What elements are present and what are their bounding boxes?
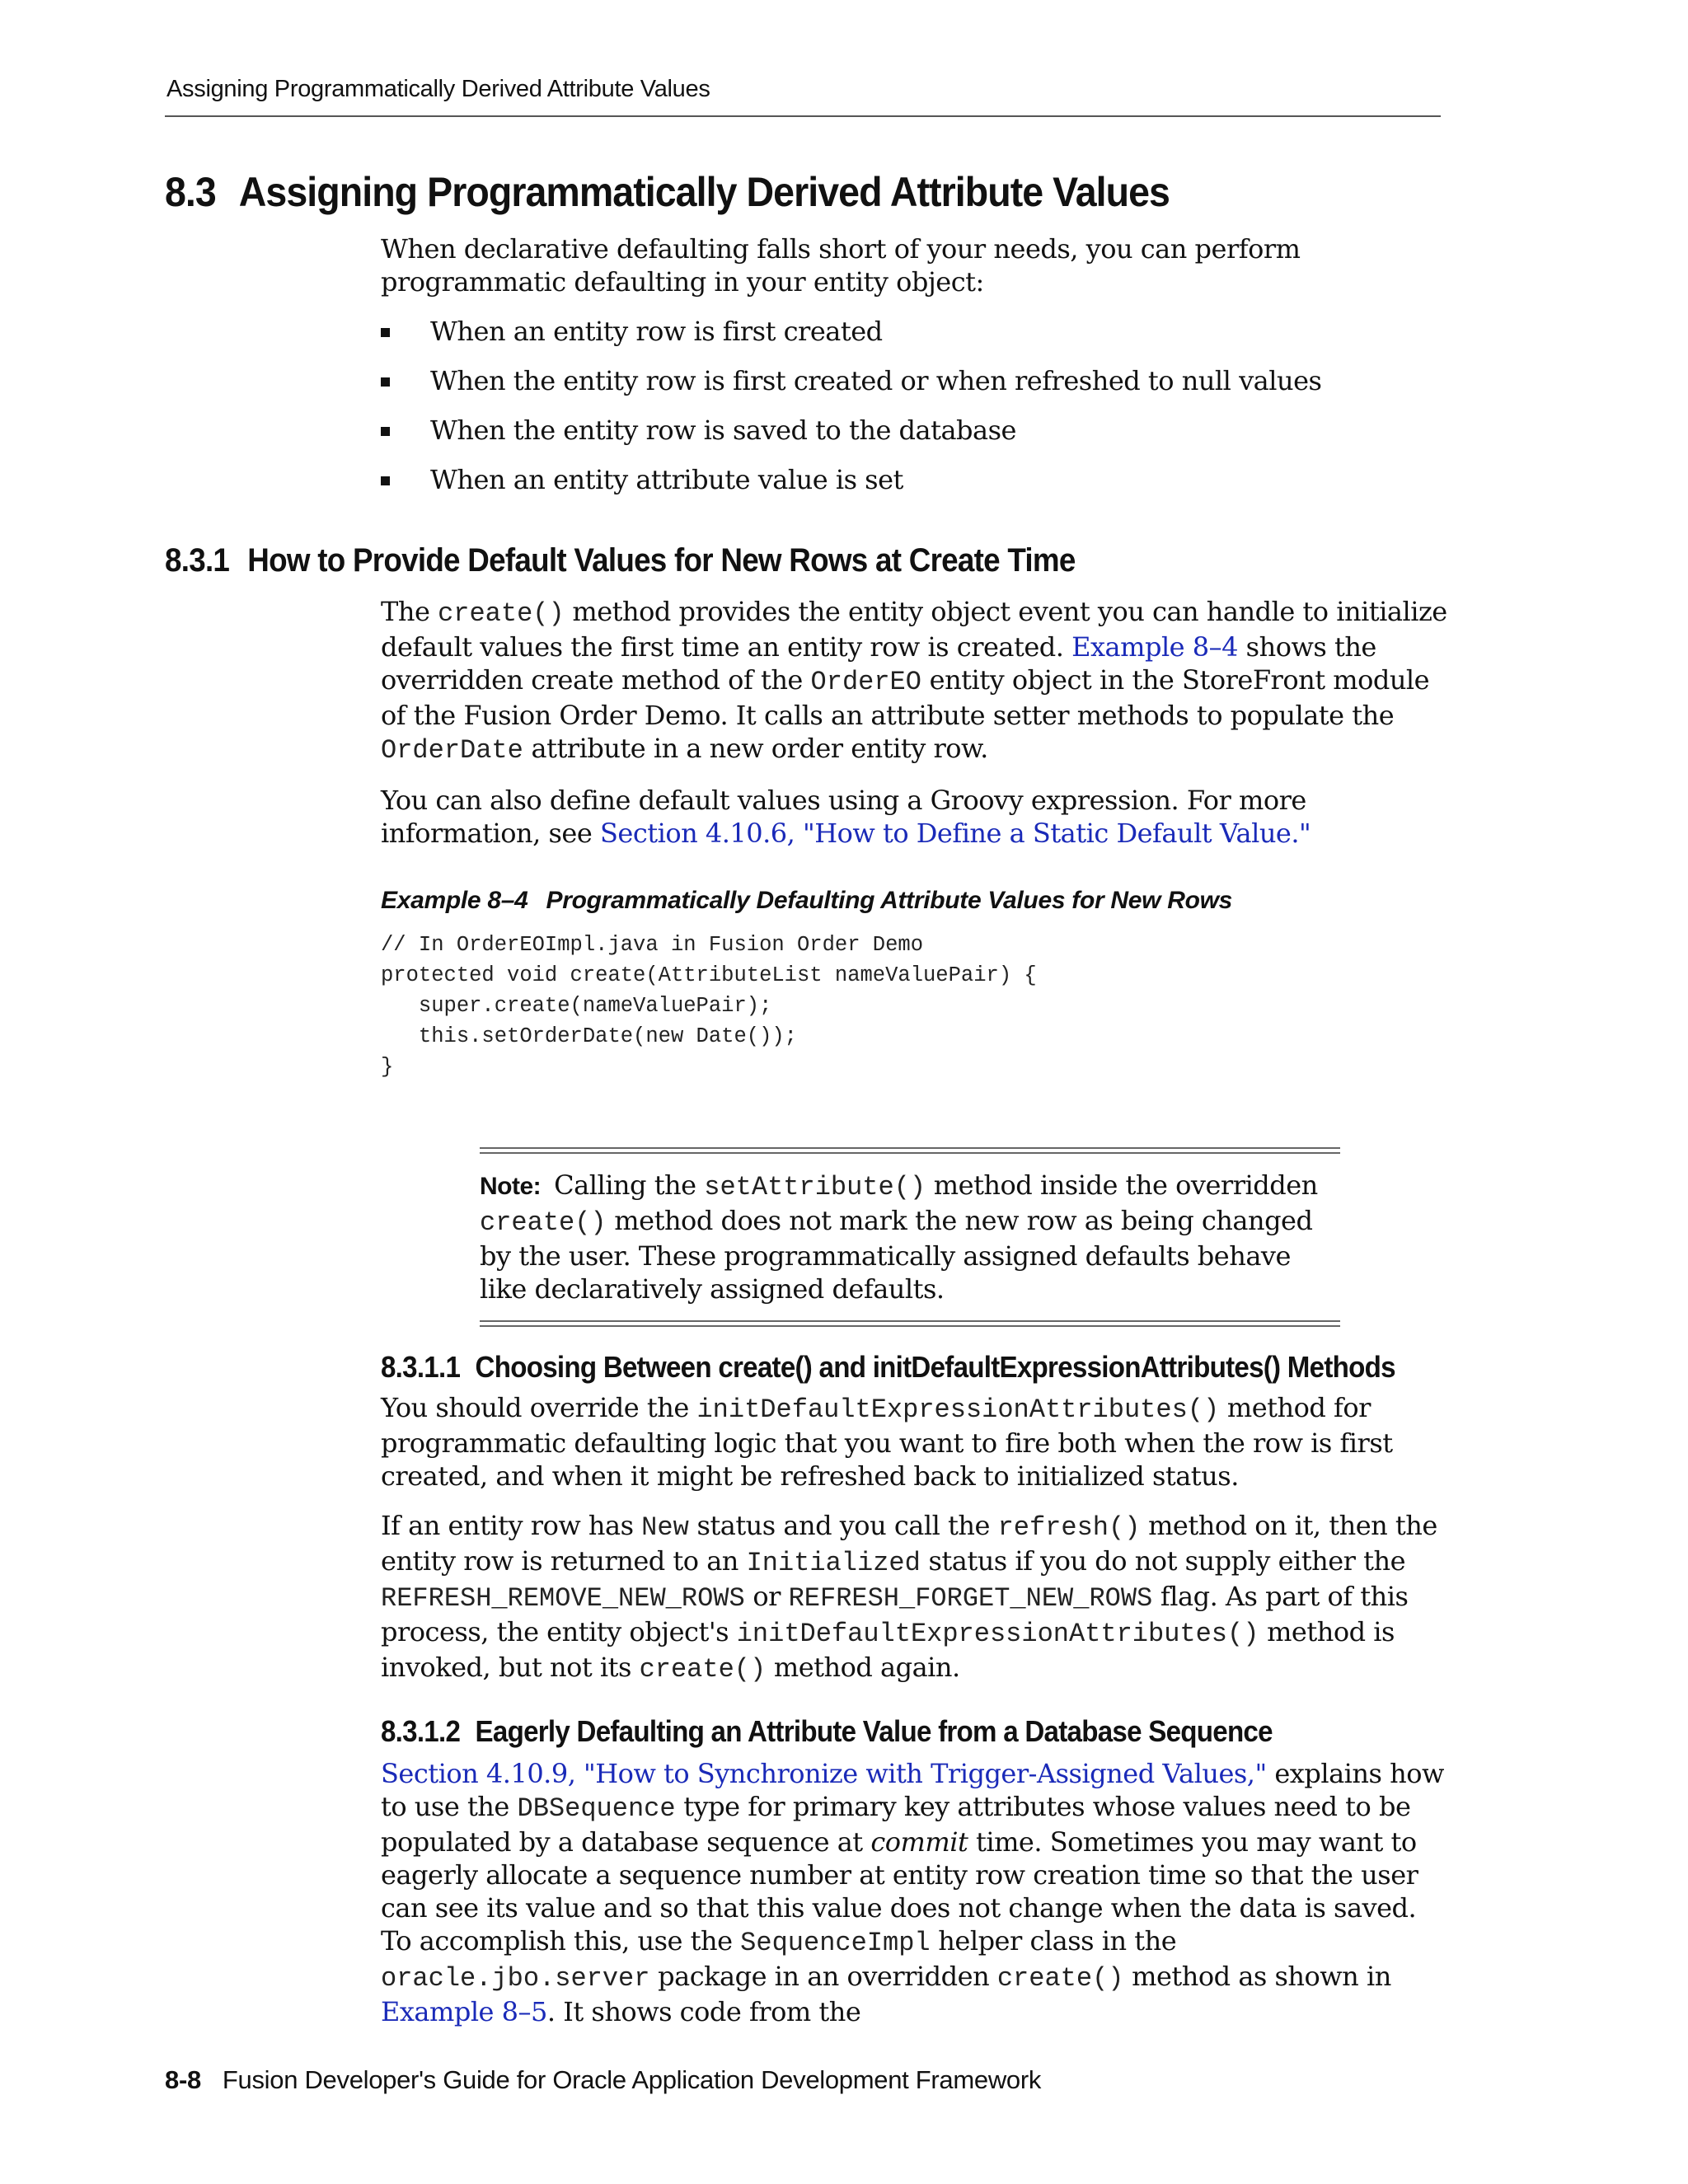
paragraph: You should override the initDefaultExpressionAttributes() method for programmatic defaulting logic that you want to fire both when the row is first created, and when it might be refreshed back to initialized status.	[381, 1392, 1393, 1492]
paragraph: The create() method provides the entity object event you can handle to initialize default values the first time an entity row is created. Example 8–4 shows the overridden create method of the OrderEO entity object in the StoreFront module of the Fusion Order Demo. It calls an attribute setter methods to populate the OrderDate attribute in a new order entity row.	[381, 596, 1447, 766]
list-item: When an entity row is first created	[381, 315, 1452, 348]
bullet-icon	[381, 328, 390, 337]
subsubsection-heading-1: 8.3.1.1 Choosing Between create() and initDefaultExpressionAttributes() Methods	[381, 1350, 1395, 1384]
code-inline: SequenceImpl	[740, 1928, 931, 1958]
code-inline: New	[641, 1512, 689, 1543]
subsection-heading	[165, 542, 1076, 579]
note-text: Note: Calling the setAttribute() method inside the overridden create() method does not mark the new row as being changed by the user. These programmatically assigned defaults behave like declaratively assigned defaults.	[480, 1169, 1318, 1305]
code-inline: refresh()	[997, 1512, 1141, 1543]
section-intro-block	[381, 232, 1452, 513]
subsubsection-body-2	[381, 1757, 1452, 2045]
section-number: 8.3	[165, 169, 216, 215]
code-inline: OrderEO	[810, 667, 921, 697]
note-rule-top	[480, 1147, 1340, 1149]
code-inline: create()	[438, 598, 565, 629]
code-inline: OrderDate	[381, 735, 523, 766]
list-item: When an entity attribute value is set	[381, 463, 1452, 496]
bullet-icon	[381, 476, 390, 485]
bullet-icon	[381, 427, 390, 436]
code-inline: Initialized	[746, 1548, 921, 1578]
page-footer	[165, 2065, 1041, 2095]
paragraph: If an entity row has New status and you call the refresh() method on it, then the entity row is returned to an Initialized status if you do not supply either the REFRESH_REMOVE_NEW_ROWS or REFRESH_FORGET_NEW_ROWS flag. As part of this process, the entity object's initDefaultExpressionAttributes() method is invoked, but not its create() method again.	[381, 1510, 1437, 1685]
code-inline: create()	[996, 1963, 1124, 1994]
example-caption	[381, 887, 1232, 915]
subsubsection-heading-2: 8.3.1.2 Eagerly Defaulting an Attribute Value from a Database Sequence	[381, 1714, 1273, 1748]
section-4-10-9-link[interactable]: Section 4.10.9, "How to Synchronize with Trigger-Assigned Values,"	[381, 1758, 1267, 1789]
code-inline: create()	[480, 1207, 607, 1238]
subsubsection-body-1	[381, 1391, 1452, 1703]
page-number: 8-8	[165, 2065, 201, 2094]
section-4-10-6-link[interactable]: Section 4.10.6, "How to Define a Static Default Value."	[599, 818, 1311, 849]
code-inline: oracle.jbo.server	[381, 1963, 650, 1994]
bullet-icon	[381, 377, 390, 387]
code-inline: REFRESH_REMOVE_NEW_ROWS	[381, 1583, 745, 1614]
code-inline: create()	[639, 1654, 767, 1685]
paragraph: Section 4.10.9, "How to Synchronize with Trigger-Assigned Values," explains how to use the DBSequence type for primary key attributes whose values need to be populated by a database sequence at commit time. Sometimes you may want to eagerly allocate a sequence number at entity row creation time so that the user can see its value and so that this value does not change when the data is saved. To accomplish this, use the SequenceImpl helper class in the oracle.jbo.server package in an overridden create() method as shown in Example 8–5. It shows code from the	[381, 1758, 1444, 2027]
note-rule-bottom-2	[480, 1325, 1340, 1327]
example-title: Programmatically Defaulting Attribute Values for New Rows	[546, 887, 1233, 914]
example-8-5-link[interactable]: Example 8–5	[381, 1996, 547, 2027]
code-example: // In OrderEOImpl.java in Fusion Order Demo protected void create(AttributeList nameValuePair) { super.create(nameValuePair); this.setOrderDate(new Date()); }	[381, 933, 1037, 1079]
section-title: Assigning Programmatically Derived Attribute Values	[238, 169, 1170, 215]
example-label: Example 8–4	[381, 887, 528, 914]
code-inline: setAttribute()	[704, 1172, 926, 1202]
code-inline: DBSequence	[517, 1793, 676, 1824]
header-rule	[165, 115, 1441, 117]
code-inline: initDefaultExpressionAttributes()	[696, 1394, 1220, 1425]
list-item: When the entity row is saved to the database	[381, 414, 1452, 447]
section-intro: When declarative defaulting falls short of your needs, you can perform programmatic defaulting in your entity object:	[381, 233, 1301, 298]
subsection-title: How to Provide Default Values for New Rows at Create Time	[247, 542, 1076, 579]
code-inline: initDefaultExpressionAttributes()	[736, 1619, 1259, 1649]
section-heading	[165, 168, 1170, 216]
bullet-list	[381, 315, 1452, 496]
note-box	[480, 1147, 1340, 1327]
note-label: Note:	[480, 1173, 542, 1200]
running-header: Assigning Programmatically Derived Attribute Values	[166, 76, 710, 102]
paragraph: You can also define default values using a Groovy expression. For more information, see Section 4.10.6, "How to Define a Static Default Value."	[381, 785, 1311, 849]
book-title: Fusion Developer's Guide for Oracle Application Development Framework	[222, 2065, 1042, 2094]
note-rule-bottom	[480, 1320, 1340, 1322]
subsection-number: 8.3.1	[165, 542, 230, 579]
code-inline: REFRESH_FORGET_NEW_ROWS	[788, 1583, 1153, 1614]
subsection-body	[381, 595, 1452, 866]
example-8-4-link[interactable]: Example 8–4	[1071, 631, 1238, 663]
list-item: When the entity row is first created or when refreshed to null values	[381, 364, 1452, 397]
